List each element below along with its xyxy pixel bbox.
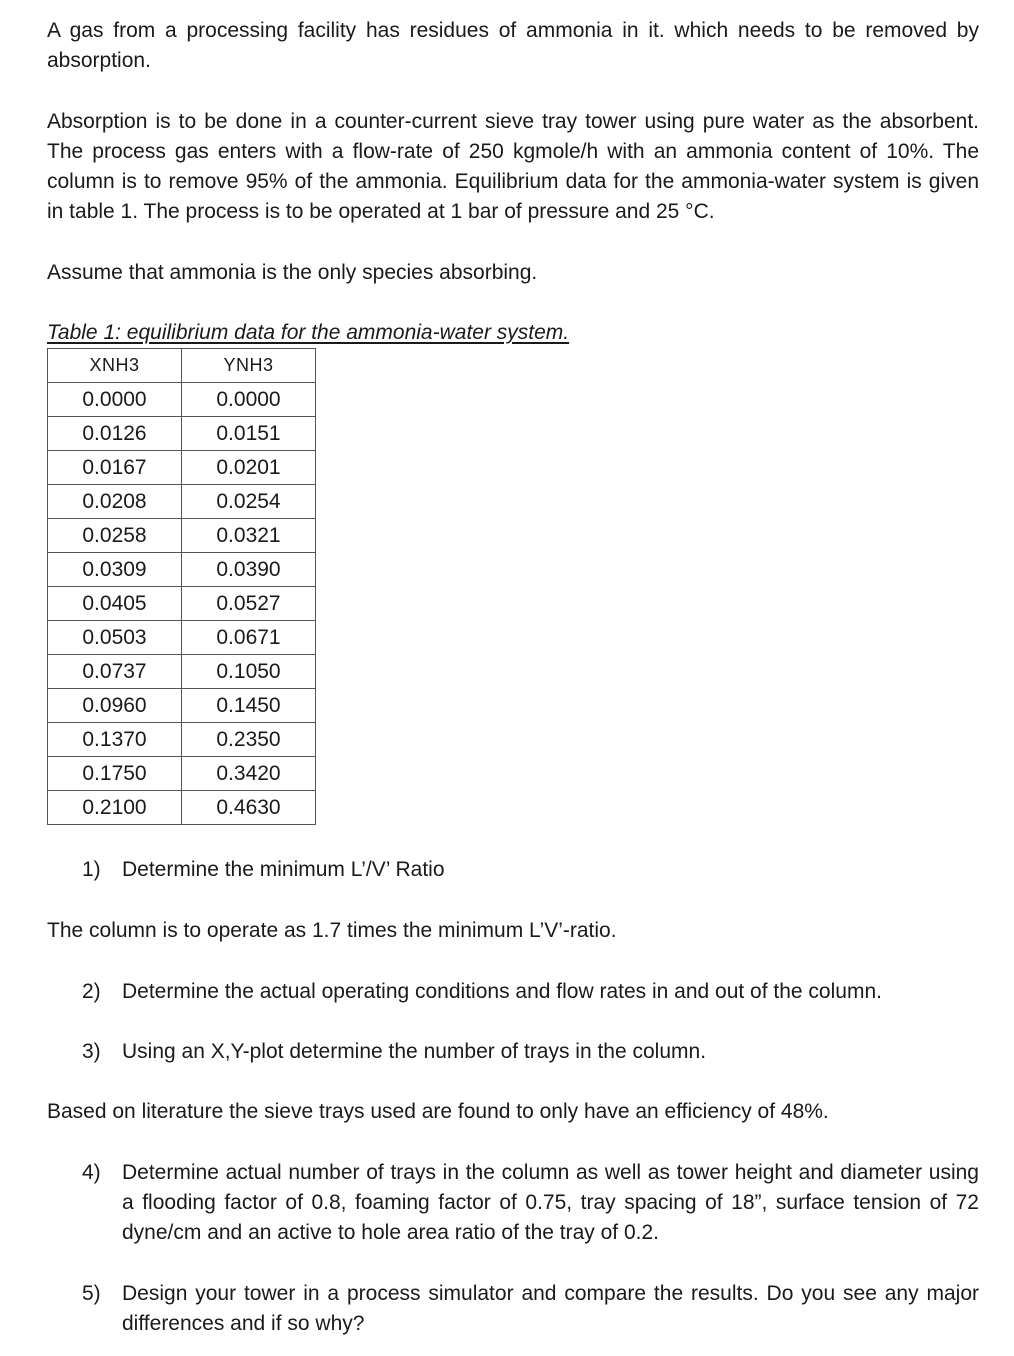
cell-x: 0.0000 [48, 383, 182, 417]
assumption-paragraph: Assume that ammonia is the only species absorbing. [47, 261, 538, 284]
cell-x: 0.0960 [48, 689, 182, 723]
equilibrium-table [47, 348, 316, 825]
question-1 [82, 855, 979, 885]
question-text: Determine the actual operating conditions and flow rates in and out of the column. [122, 980, 882, 1003]
cell-y: 0.0201 [182, 451, 316, 485]
cell-x: 0.1370 [48, 723, 182, 757]
cell-x: 0.1750 [48, 757, 182, 791]
cell-y: 0.0527 [182, 587, 316, 621]
cell-x: 0.0258 [48, 519, 182, 553]
question-text: Using an X,Y-plot determine the number of trays in the column. [122, 1040, 707, 1063]
table-row [48, 757, 316, 791]
question-text: Design your tower in a process simulator and compare the results. Do you see any major differences and if so why? [122, 1282, 979, 1335]
intro-paragraph: A gas from a processing facility has residues of ammonia in it. which needs to be removed by absorption. [47, 19, 979, 72]
cell-y: 0.2350 [182, 723, 316, 757]
description-paragraph: Absorption is to be done in a counter-current sieve tray tower using pure water as the absorbent. The process gas enters with a flow-rate of 250 kgmole/h with an ammonia content of 10%. The column is to remove 95% of the ammonia. Equilibrium data for the ammonia-water system is given in table 1. The process is to be operated at 1 bar of pressure and 25 °C. [47, 110, 979, 223]
question-2 [82, 977, 979, 1007]
cell-y: 0.4630 [182, 791, 316, 825]
question-text: Determine the minimum L’/V’ Ratio [122, 858, 445, 881]
cell-x: 0.0503 [48, 621, 182, 655]
cell-x: 0.2100 [48, 791, 182, 825]
question-3 [82, 1037, 979, 1067]
cell-x: 0.0405 [48, 587, 182, 621]
table-row [48, 519, 316, 553]
header-y: YNH3 [182, 349, 316, 383]
operate-note: The column is to operate as 1.7 times the minimum L’V’-ratio. [47, 919, 617, 942]
question-number: 2) [82, 980, 101, 1003]
cell-x: 0.0737 [48, 655, 182, 689]
table-row [48, 689, 316, 723]
cell-y: 0.1050 [182, 655, 316, 689]
cell-y: 0.0321 [182, 519, 316, 553]
question-number: 1) [82, 858, 101, 881]
question-text: Determine actual number of trays in the column as well as tower height and diameter using a flooding factor of 0.8, foaming factor of 0.75, tray spacing of 18”, surface tension of 72 dyne/cm and an active to hole area ratio of the tray of 0.2. [122, 1161, 979, 1244]
literature-note: Based on literature the sieve trays used are found to only have an efficiency of 48%. [47, 1100, 829, 1123]
table-row [48, 485, 316, 519]
question-4 [82, 1158, 979, 1248]
question-number: 3) [82, 1040, 101, 1063]
cell-y: 0.3420 [182, 757, 316, 791]
cell-x: 0.0126 [48, 417, 182, 451]
cell-x: 0.0309 [48, 553, 182, 587]
table-row [48, 621, 316, 655]
cell-y: 0.0390 [182, 553, 316, 587]
table-row [48, 451, 316, 485]
header-x: XNH3 [48, 349, 182, 383]
cell-y: 0.1450 [182, 689, 316, 723]
cell-y: 0.0151 [182, 417, 316, 451]
table-row [48, 587, 316, 621]
cell-x: 0.0208 [48, 485, 182, 519]
table-row [48, 417, 316, 451]
question-number: 5) [82, 1282, 101, 1305]
table-caption: Table 1: equilibrium data for the ammonia-water system. [47, 321, 570, 344]
cell-x: 0.0167 [48, 451, 182, 485]
question-5 [82, 1279, 979, 1339]
table-row [48, 655, 316, 689]
cell-y: 0.0671 [182, 621, 316, 655]
cell-y: 0.0000 [182, 383, 316, 417]
table-header-row [48, 349, 316, 383]
table-row [48, 791, 316, 825]
table-row [48, 723, 316, 757]
question-number: 4) [82, 1161, 101, 1184]
table-row [48, 383, 316, 417]
table-row [48, 553, 316, 587]
cell-y: 0.0254 [182, 485, 316, 519]
